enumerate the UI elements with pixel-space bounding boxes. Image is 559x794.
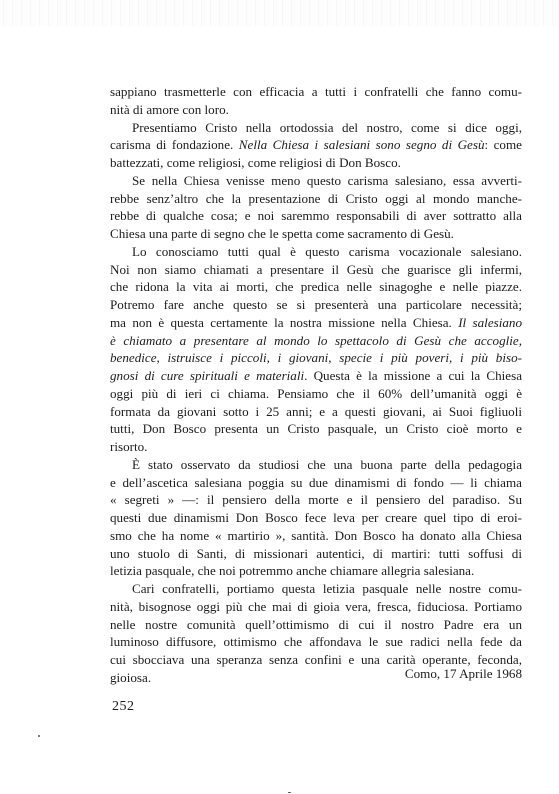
text-line: Presentiamo Cristo nella ortodossia del nostro, come si dice oggi, [132, 119, 522, 135]
text-line: e dell’ascetica salesiana poggia su due dinamismi di fondo — li chiama [110, 474, 522, 490]
text-line [110, 136, 522, 154]
text-line: Se nella Chiesa venisse meno questo carisma salesiano, essa avverti- [132, 172, 522, 188]
body-text [110, 83, 522, 687]
text-line: uno stuolo di Santi, di missionari autentici, di martiri: tutti soffusi di [110, 545, 522, 561]
italic-run: Nella Chiesa i salesiani sono segno di Gesù [238, 137, 485, 153]
text-line: questi due dinamismi Don Bosco fece leva per creare quel tipo di eroi- [110, 510, 522, 525]
text-line: ma non è questa certamente la nostra missione nella Chiesa. Il salesiano [110, 314, 523, 330]
scan-edge-noise [0, 0, 559, 26]
text-line: cui sbocciava una speranza senza confini e una carità operante, feconda, [110, 652, 522, 667]
text-line: Noi non siamo chiamati a presentare il Gesù che guarisce gli infermi, [110, 261, 522, 277]
text-line: Cari confratelli, portiamo questa letizia pasquale nelle nostre comu- [132, 581, 522, 596]
text-line: luminoso diffusore, ottimismo che affondava le sue radici nella fede da [110, 634, 522, 650]
text-line: gnosi di cure spirituali e materiali. Questa è la missione a cui la Chiesa [110, 368, 523, 383]
text-line: È stato osservato da studiosi che una buona parte della pedagogia [132, 456, 522, 472]
text-line: Potremo fare anche questo se si presenterà una particolare necessità; [110, 297, 522, 312]
text-line: nelle nostre comunità quell’ottimismo di cui il nostro Padre era un [110, 616, 522, 632]
text-line: battezzati, come religiosi, come religiosi di Don Bosco. [110, 155, 401, 170]
scan-speck [288, 792, 291, 793]
text-line: letizia pasquale, che noi potremmo anche chiamare allegria salesiana. [110, 563, 475, 579]
text-line: gioiosa. [110, 669, 152, 685]
text-line: « segreti » —: il pensiero della morte e il pensiero del paradiso. Su [110, 492, 522, 508]
text-line: smo che ha nome « martirio », santità. Don Bosco ha donato alla Chiesa [110, 527, 522, 543]
paragraph-1 [110, 83, 522, 119]
text-line: Chiesa una parte di segno che le spetta come sacramento di Gesù. [110, 226, 454, 241]
text-line: risorto. [110, 439, 148, 454]
page-number: 252 [112, 699, 135, 714]
text-line: nità di amore con loro. [110, 101, 229, 117]
paragraph-3 [110, 172, 522, 243]
scan-speck [38, 735, 40, 737]
text-line: Lo conosciamo tutti qual è questo carisma vocazionale salesiano. [132, 243, 522, 259]
text-line: rebbe senz’altro che la presentazione di Cristo oggi al mondo manche- [110, 190, 522, 206]
paragraph-5 [110, 456, 522, 580]
text-line: oggi più di ieri ci chiama. Pensiamo che il 60% dell’umanità oggi è [110, 385, 522, 401]
text-line: tutti, Don Bosco presenta un Cristo pasquale, un Cristo cioè morto e [110, 421, 522, 437]
text-line: sappiano trasmetterle con efficacia a tutti i confratelli che fanno comu- [110, 84, 522, 99]
text-line: benedice, istruisce i piccoli, i giovani, specie i più poveri, i più biso- [110, 350, 522, 366]
italic-run: Il salesiano [458, 314, 523, 330]
text-line: che ridona la vita ai morti, che predica nelle sinagoghe e nelle piazze. [110, 279, 522, 295]
text-line: formata da giovani sotto i 25 anni; e a questi giovani, ai Suoi figliuoli [110, 403, 522, 419]
italic-run: gnosi di cure spirituali e materiali [110, 368, 305, 383]
text-line: rebbe di qualche cosa; e noi saremmo responsabili di aver sottratto alla [110, 208, 522, 224]
paragraph-4 [110, 243, 522, 456]
paragraph-2 [110, 119, 522, 172]
text-run: carisma di fondazione. Nella Chiesa i salesiani sono segno di Gesù: come [110, 137, 522, 153]
signature-date: Como, 17 Aprile 1968 [404, 666, 522, 681]
text-line: è chiamato a presentare al mondo lo spettacolo di Gesù che accoglie, [110, 332, 522, 348]
text-line: nità, bisognose oggi più che mai di gioia vera, fresca, fiduciosa. Portiamo [110, 598, 522, 614]
